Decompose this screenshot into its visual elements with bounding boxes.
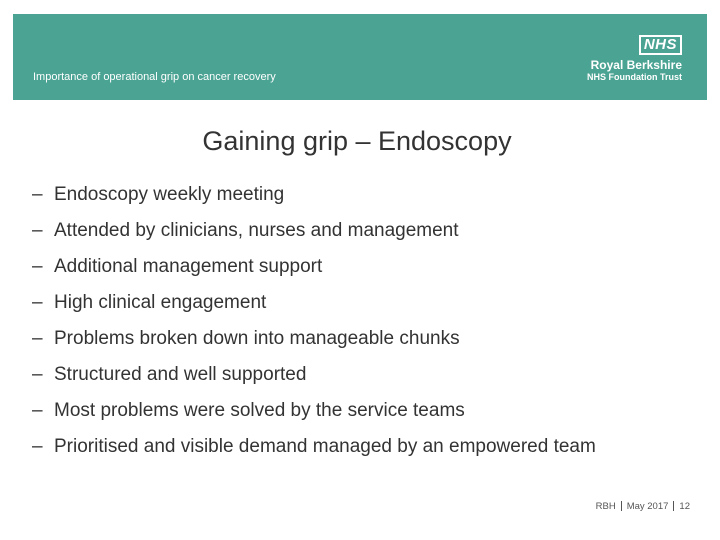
footer (596, 501, 690, 512)
bullet-text: High clinical engagement (54, 292, 267, 313)
bullet-text: Attended by clinicians, nurses and management (54, 220, 459, 241)
bullet-text: Endoscopy weekly meeting (54, 184, 285, 205)
bullet-item (32, 219, 596, 255)
footer-separator (673, 501, 674, 511)
bullet-item (32, 327, 596, 363)
bullet-text: Additional management support (54, 256, 323, 277)
bullet-item (32, 183, 596, 219)
bullet-dash: – (32, 184, 43, 205)
bullet-dash: – (32, 364, 43, 385)
bullet-dash: – (32, 400, 43, 421)
bullet-dash: – (32, 220, 43, 241)
nhs-badge: NHS (639, 35, 682, 55)
footer-separator (621, 501, 622, 511)
bullet-dash: – (32, 328, 43, 349)
footer-page-number: 12 (679, 501, 690, 512)
bullet-text: Structured and well supported (54, 364, 307, 385)
logo-trust-name: Royal Berkshire (590, 58, 682, 72)
bullet-item (32, 255, 596, 291)
bullet-text: Prioritised and visible demand managed by an empowered team (54, 436, 596, 457)
slide-title: Gaining grip – Endoscopy (202, 126, 512, 156)
bullet-dash: – (32, 292, 43, 313)
bullet-item (32, 291, 596, 327)
footer-org: RBH (595, 501, 616, 512)
bullet-dash: – (32, 256, 43, 277)
bullet-text: Most problems were solved by the service teams (54, 400, 465, 421)
bullet-text: Problems broken down into manageable chunks (54, 328, 460, 349)
bullet-item (32, 363, 596, 399)
footer-date: May 2017 (626, 501, 669, 512)
header-subtitle: Importance of operational grip on cancer recovery (33, 71, 276, 83)
bullet-list (32, 183, 596, 471)
bullet-item (32, 435, 596, 471)
nhs-logo (562, 35, 682, 85)
header-banner (13, 14, 707, 100)
bullet-item (32, 399, 596, 435)
bullet-dash: – (32, 436, 43, 457)
logo-trust-type: NHS Foundation Trust (587, 72, 682, 82)
